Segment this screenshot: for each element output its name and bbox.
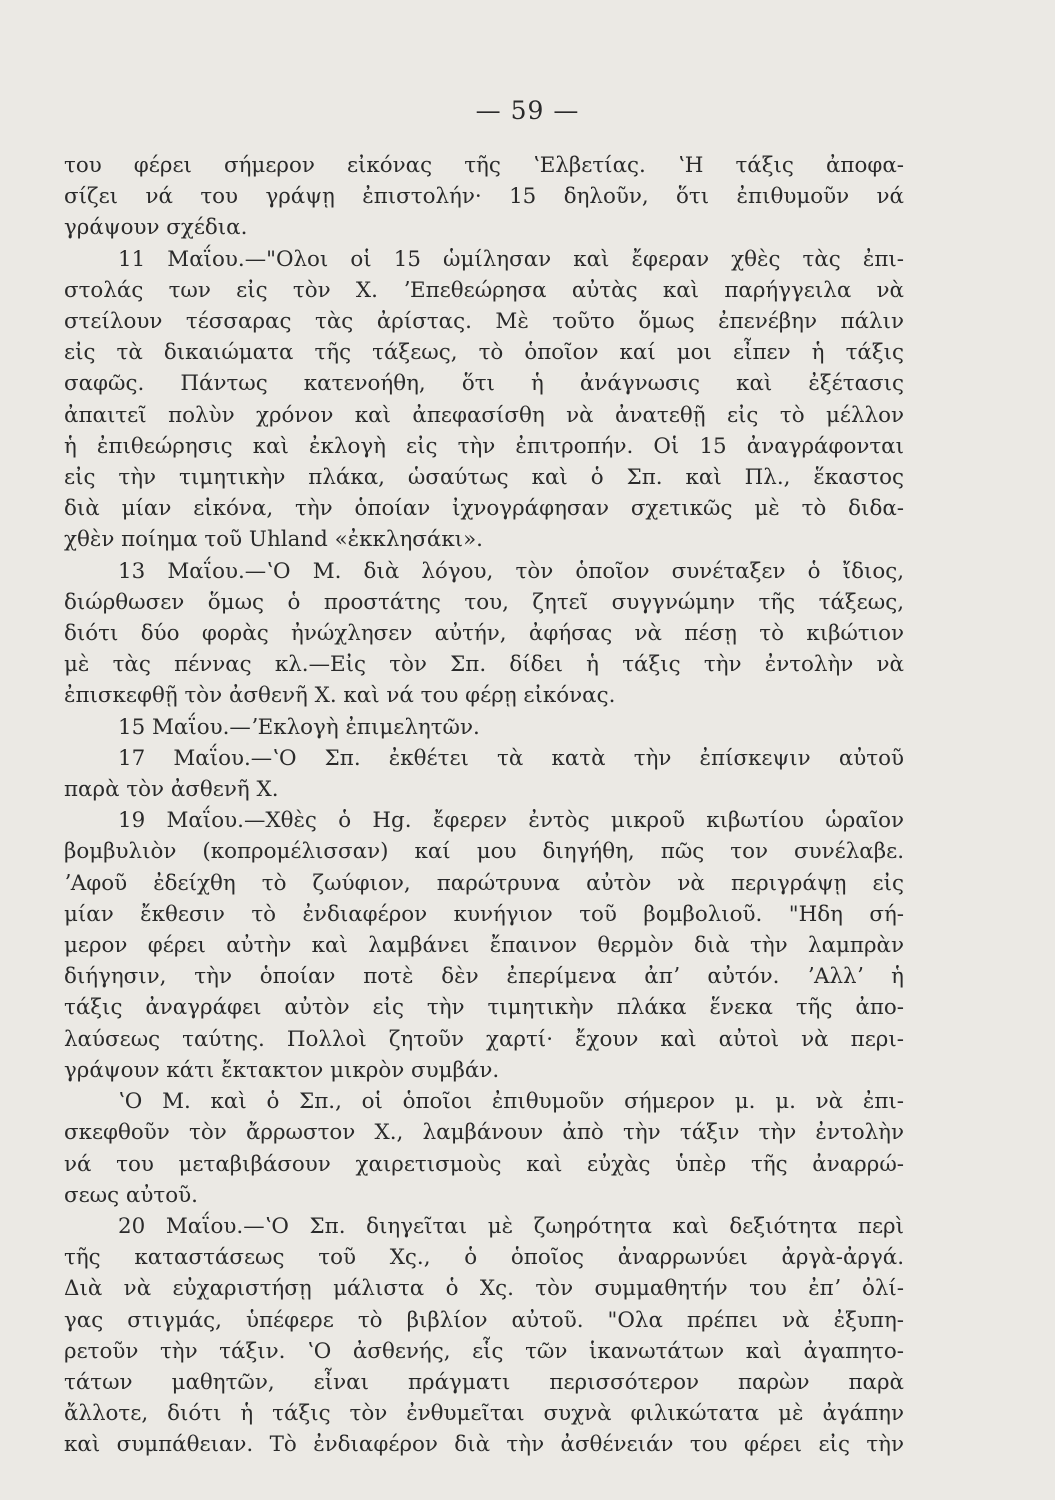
text-line: 11 Μαΐου.—"Ολοι οἱ 15 ὡμίλησαν καὶ ἔφεραν χθὲς τὰς ἐπι- xyxy=(118,246,904,272)
text-line: καὶ συμπάθειαν. Τὸ ἐνδιαφέρον διὰ τὴν ἀσθένειάν του φέρει εἰς τὴν xyxy=(64,1432,904,1458)
text-line: σαφῶς. Πάντως κατενοήθη, ὅτι ἡ ἀνάγνωσις καὶ ἐξέτασις xyxy=(64,371,904,397)
text-line: ἡ ἐπιθεώρησις καὶ ἐκλογὴ εἰς τὴν ἐπιτροπήν. Οἱ 15 ἀναγράφονται xyxy=(64,433,904,459)
text-line: 20 Μαΐου.—ʽΟ Σπ. διηγεῖται μὲ ζωηρότητα καὶ δεξιότητα περὶ xyxy=(118,1213,904,1239)
text-line: 13 Μαΐου.—ʽΟ Μ. διὰ λόγου, τὸν ὁποῖον συνέταξεν ὁ ἴδιος, xyxy=(118,558,904,584)
text-line: ἄλλοτε, διότι ἡ τάξις τὸν ἐνθυμεῖται συχνὰ φιλικώτατα μὲ ἀγάπην xyxy=(64,1401,904,1427)
text-line: λαύσεως ταύτης. Πολλοὶ ζητοῦν χαρτί· ἔχουν καὶ αὐτοὶ νὰ περι- xyxy=(64,1026,904,1052)
text-line: διώρθωσεν ὅμως ὁ προστάτης του, ζητεῖ συγγνώμην τῆς τάξεως, xyxy=(64,589,904,615)
text-line: βομβυλιὸν (κοπρομέλισσαν) καί μου διηγήθη, πῶς τον συνέλαβε. xyxy=(64,839,904,865)
text-line: διὰ μίαν εἰκόνα, τὴν ὁποίαν ἰχνογράφησαν σχετικῶς μὲ τὸ διδα- xyxy=(64,496,904,522)
text-line: τάξις ἀναγράφει αὐτὸν εἰς τὴν τιμητικὴν πλάκα ἕνεκα τῆς ἀπο- xyxy=(64,995,904,1021)
text-line: τάτων μαθητῶν, εἶναι πράγματι περισσότερον παρὼν παρὰ xyxy=(64,1369,904,1395)
text-line: ʼΑφοῦ ἐδείχθη τὸ ζωύφιον, παρώτρυνα αὐτὸν νὰ περιγράψῃ εἰς xyxy=(64,870,904,896)
text-line: γράψουν κάτι ἔκτακτον μικρὸν συμβάν. xyxy=(64,1057,500,1083)
text-line: σκεφθοῦν τὸν ἄρρωστον Χ., λαμβάνουν ἀπὸ τὴν τάξιν τὴν ἐντολὴν xyxy=(64,1120,904,1146)
text-line: γράψουν σχέδια. xyxy=(64,215,248,241)
text-line: μὲ τὰς πέννας κλ.—Εἰς τὸν Σπ. δίδει ἡ τάξις τὴν ἐντολὴν νὰ xyxy=(64,652,904,678)
text-line: Διὰ νὰ εὐχαριστήσῃ μάλιστα ὁ Χς. τὸν συμμαθητήν του ἐπʼ ὀλί- xyxy=(64,1276,904,1302)
text-line: ἐπισκεφθῇ τὸν ἀσθενῆ Χ. καὶ νά του φέρῃ εἰκόνας. xyxy=(64,683,616,709)
text-line: 15 Μαΐου.—ʼΕκλογὴ ἐπιμελητῶν. xyxy=(118,714,480,740)
text-line: στείλουν τέσσαρας τὰς ἀρίστας. Μὲ τοῦτο ὅμως ἐπενέβην πάλιν xyxy=(64,309,904,335)
text-line: στολάς των εἰς τὸν Χ. ʼΕπεθεώρησα αὐτὰς καὶ παρήγγειλα νὰ xyxy=(64,277,904,303)
text-line: γας στιγμάς, ὑπέφερε τὸ βιβλίον αὐτοῦ. "Ολα πρέπει νὰ ἐξυπη- xyxy=(64,1307,904,1333)
text-line: διότι δύο φορὰς ἠνώχλησεν αὐτήν, ἀφήσας νὰ πέσῃ τὸ κιβώτιον xyxy=(64,621,904,647)
text-line: 17 Μαΐου.—ʽΟ Σπ. ἐκθέτει τὰ κατὰ τὴν ἐπίσκεψιν αὐτοῦ xyxy=(118,745,904,771)
body-text xyxy=(64,150,904,1461)
text-line: σίζει νά του γράψῃ ἐπιστολήν· 15 δηλοῦν, ὅτι ἐπιθυμοῦν νά xyxy=(64,184,904,210)
text-line: μίαν ἔκθεσιν τὸ ἐνδιαφέρον κυνήγιον τοῦ βομβολιοῦ. "Ηδη σή- xyxy=(64,901,904,927)
text-line: 19 Μαΐου.—Χθὲς ὁ Hg. ἔφερεν ἐντὸς μικροῦ κιβωτίου ὡραῖον xyxy=(118,808,904,834)
text-line: ἀπαιτεῖ πολὺν χρόνον καὶ ἀπεφασίσθη νὰ ἀνατεθῇ εἰς τὸ μέλλον xyxy=(64,402,904,428)
text-line: μερον φέρει αὐτὴν καὶ λαμβάνει ἔπαινον θερμὸν διὰ τὴν λαμπρὰν xyxy=(64,933,904,959)
page-number: — 59 — xyxy=(475,96,580,125)
text-line: σεως αὐτοῦ. xyxy=(64,1182,198,1208)
text-line: ʽΟ Μ. καὶ ὁ Σπ., οἱ ὁποῖοι ἐπιθυμοῦν σήμερον μ. μ. νὰ ἐπι- xyxy=(118,1089,904,1115)
text-line: ρετοῦν τὴν τάξιν. ʽΟ ἀσθενής, εἷς τῶν ἱκανωτάτων καὶ ἀγαπητο- xyxy=(64,1338,904,1364)
text-line: χθὲν ποίημα τοῦ Uhland «ἐκκλησάκι». xyxy=(64,527,483,553)
text-line: εἰς τὴν τιμητικὴν πλάκα, ὡσαύτως καὶ ὁ Σπ. καὶ Πλ., ἕκαστος xyxy=(64,465,904,491)
text-line: παρὰ τὸν ἀσθενῆ Χ. xyxy=(64,777,279,803)
text-line: εἰς τὰ δικαιώματα τῆς τάξεως, τὸ ὁποῖον καί μοι εἶπεν ἡ τάξις xyxy=(64,340,904,366)
text-line: τῆς καταστάσεως τοῦ Χς., ὁ ὁποῖος ἀναρρωνύει ἀργὰ-ἀργά. xyxy=(64,1245,904,1271)
text-line: νά του μεταβιβάσουν χαιρετισμοὺς καὶ εὐχὰς ὑπὲρ τῆς ἀναρρώ- xyxy=(64,1151,904,1177)
text-line: διήγησιν, τὴν ὁποίαν ποτὲ δὲν ἐπερίμενα ἀπʼ αὐτόν. ʼΑλλʼ ἡ xyxy=(64,964,904,990)
text-line: του φέρει σήμερον εἰκόνας τῆς ʽΕλβετίας. ʽΗ τάξις ἀποφα- xyxy=(64,153,904,178)
